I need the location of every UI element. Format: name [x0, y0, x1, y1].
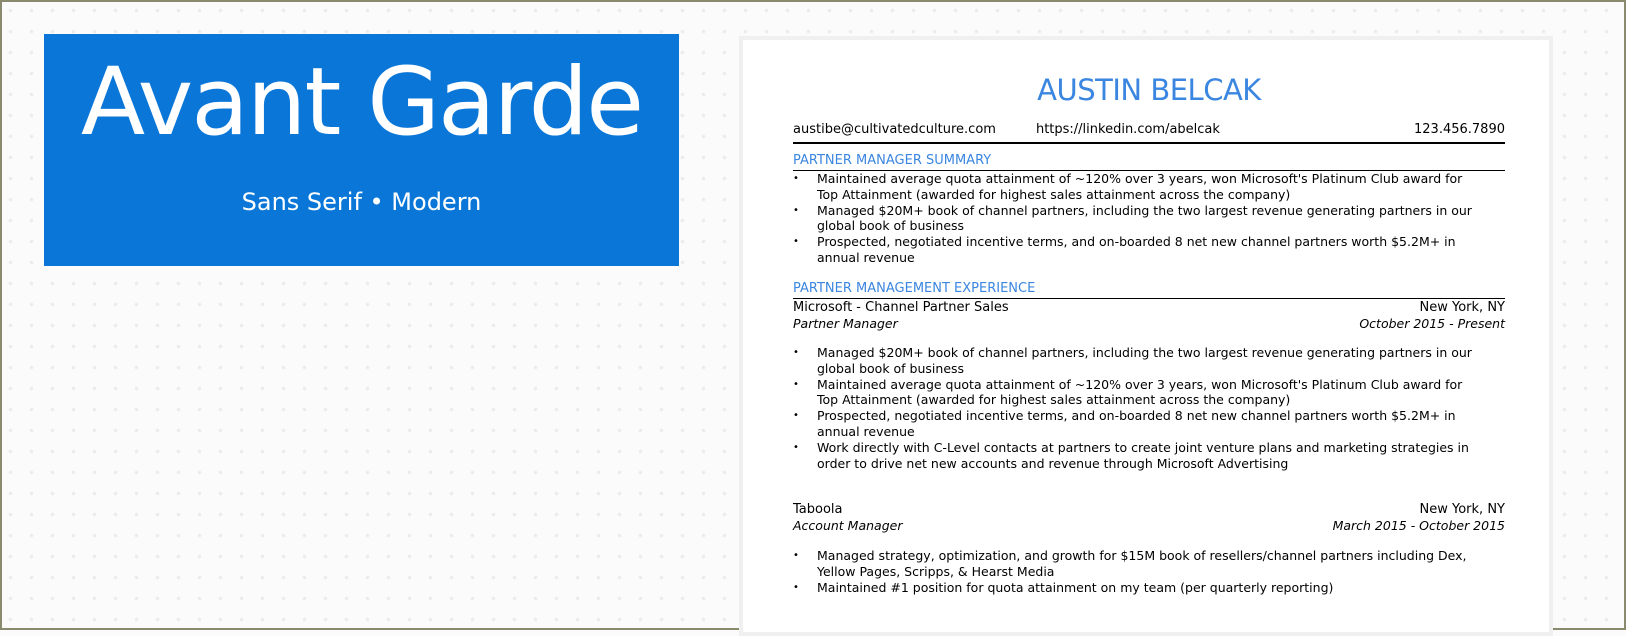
contact-linkedin: https://linkedin.com/abelcak: [1035, 122, 1220, 137]
job-location: New York, NY: [1419, 300, 1505, 315]
job-subheader: [793, 518, 1505, 534]
job-header: [793, 502, 1505, 518]
job-location: New York, NY: [1419, 502, 1505, 517]
job-bullets: [793, 345, 1505, 471]
resume-name: AUSTIN BELCAK: [1037, 73, 1261, 107]
list-item: • Managed $20M+ book of channel partners, including the two largest revenue generating partners in our global book of business: [793, 345, 1505, 377]
list-item: • Maintained average quota attainment of ~120% over 3 years, won Microsoft's Platinum Club award for Top Attainment (awarded for highest sales attainment across the company): [793, 171, 1505, 203]
job-header: [793, 300, 1505, 316]
summary-heading: PARTNER MANAGER SUMMARY: [793, 153, 1505, 171]
job-subheader: [793, 316, 1505, 332]
resume-page: [739, 36, 1553, 636]
experience-heading: PARTNER MANAGEMENT EXPERIENCE: [793, 281, 1505, 299]
job-title: Partner Manager: [793, 316, 898, 331]
banner-title: Avant Garde: [80, 48, 643, 157]
list-item: • Prospected, negotiated incentive terms, and on-boarded 8 net new channel partners worth $5.2M+ in annual revenue: [793, 234, 1505, 266]
list-item: • Work directly with C-Level contacts at partners to create joint venture plans and marketing strategies in order to drive net new accounts and revenue through Microsoft Advertising: [793, 440, 1505, 472]
font-banner: [44, 34, 679, 266]
list-item: • Maintained average quota attainment of ~120% over 3 years, won Microsoft's Platinum Club award for Top Attainment (awarded for highest sales attainment across the company): [793, 377, 1505, 409]
summary-list: [793, 171, 1505, 266]
job-company: Taboola: [793, 502, 843, 517]
job-company: Microsoft - Channel Partner Sales: [793, 300, 1009, 315]
contact-row: [793, 122, 1505, 144]
contact-phone: 123.456.7890: [1414, 122, 1505, 137]
list-item: • Maintained #1 position for quota attainment on my team (per quarterly reporting): [793, 580, 1505, 596]
job-title: Account Manager: [793, 518, 903, 533]
job-dates: October 2015 - Present: [1359, 316, 1505, 331]
job-dates: March 2015 - October 2015: [1332, 518, 1505, 533]
job-bullets: [793, 548, 1505, 595]
list-item: • Managed $20M+ book of channel partners, including the two largest revenue generating partners in our global book of business: [793, 203, 1505, 235]
list-item: • Prospected, negotiated incentive terms, and on-boarded 8 net new channel partners worth $5.2M+ in annual revenue: [793, 408, 1505, 440]
contact-email: austibe@cultivatedculture.com: [793, 122, 996, 137]
list-item: • Managed strategy, optimization, and growth for $15M book of resellers/channel partners including Dex, Yellow Pages, Scripps, & Hearst Media: [793, 548, 1505, 580]
banner-subtitle: Sans Serif • Modern: [241, 188, 482, 216]
